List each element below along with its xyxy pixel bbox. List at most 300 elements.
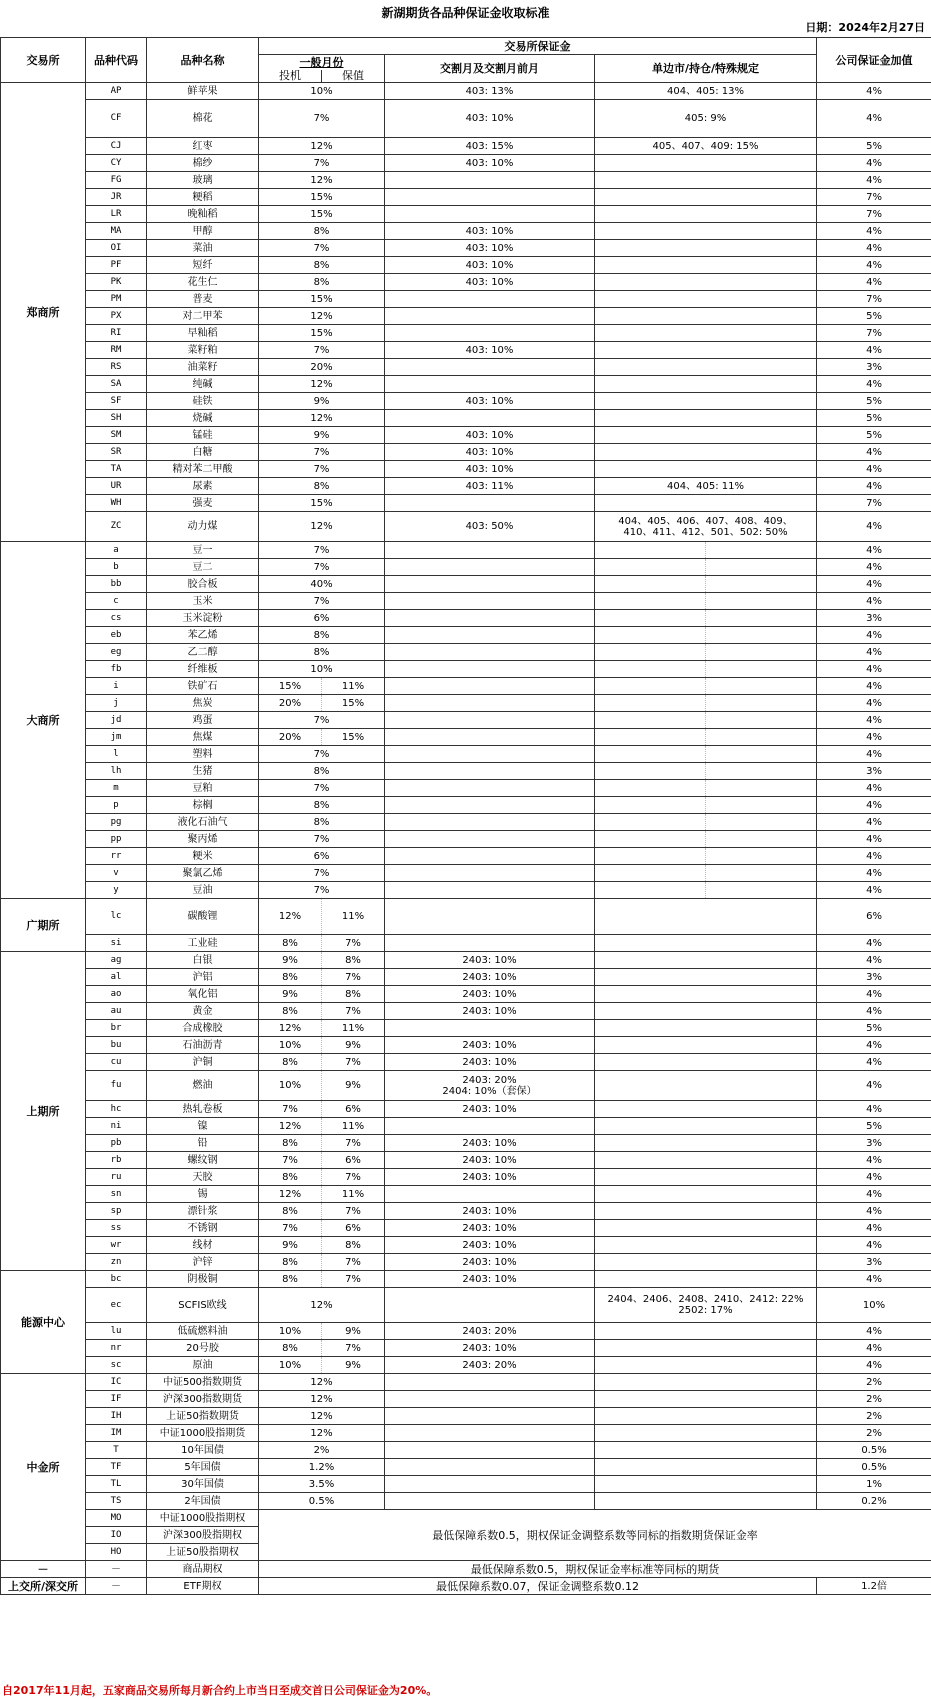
product-code: b (86, 559, 147, 576)
table-row (1, 325, 931, 342)
spec-margin: 8% (259, 1003, 322, 1020)
product-code: zn (86, 1254, 147, 1271)
general-month-margin: 10% (259, 83, 385, 100)
company-add-margin: 3% (817, 1135, 931, 1152)
special-rule (595, 1101, 817, 1118)
special-rule (595, 1391, 817, 1408)
product-name: 纯碱 (147, 376, 259, 393)
general-month-margin: 7% (259, 240, 385, 257)
table-row (1, 1003, 931, 1020)
company-add-margin: 5% (817, 308, 931, 325)
general-month-margin: 7% (259, 342, 385, 359)
table-row (1, 1459, 931, 1476)
general-month-margin: 9% (259, 393, 385, 410)
company-add-margin: 4% (817, 444, 931, 461)
special-rule (595, 1288, 817, 1323)
company-add-margin: 4% (817, 1037, 931, 1054)
spec-margin: 8% (259, 1203, 322, 1220)
product-code: hc (86, 1101, 147, 1118)
special-rule (595, 678, 706, 695)
delivery-margin (385, 495, 595, 512)
table-row (1, 427, 931, 444)
hedge-margin: 7% (322, 1135, 385, 1152)
table-row (1, 444, 931, 461)
delivery-margin (385, 695, 595, 712)
product-code: al (86, 969, 147, 986)
product-code: SR (86, 444, 147, 461)
product-code: RM (86, 342, 147, 359)
table-row (1, 1135, 931, 1152)
table-row (1, 986, 931, 1003)
special-rule-extra (706, 678, 817, 695)
hedge-margin: 15% (322, 695, 385, 712)
company-add-margin: 4% (817, 593, 931, 610)
general-month-margin: 12% (259, 1391, 385, 1408)
special-rule (595, 155, 817, 172)
general-month-margin: 7% (259, 559, 385, 576)
special-rule (595, 172, 817, 189)
company-add-margin: 4% (817, 1186, 931, 1203)
special-rule-extra (706, 814, 817, 831)
table-row (1, 512, 931, 542)
general-month-margin: 8% (259, 644, 385, 661)
special-rule (595, 427, 817, 444)
product-code: PK (86, 274, 147, 291)
product-code: TL (86, 1476, 147, 1493)
product-name: 沪深300指数期货 (147, 1391, 259, 1408)
product-name: 豆一 (147, 542, 259, 559)
spec-margin: 8% (259, 1135, 322, 1152)
delivery-margin (385, 763, 595, 780)
delivery-margin: 403: 15% (385, 138, 595, 155)
delivery-margin (385, 935, 595, 952)
company-add-margin: 0.5% (817, 1459, 931, 1476)
special-rule (595, 1271, 817, 1288)
special-rule (595, 831, 706, 848)
product-code: CF (86, 100, 147, 138)
table-row (1, 763, 931, 780)
delivery-margin: 2403: 10% (385, 1054, 595, 1071)
product-code: nr (86, 1340, 147, 1357)
delivery-margin (385, 172, 595, 189)
delivery-margin (385, 610, 595, 627)
special-rule (595, 644, 706, 661)
product-code: IM (86, 1425, 147, 1442)
delivery-margin (385, 1288, 595, 1323)
special-rule (595, 746, 706, 763)
product-name: 精对苯二甲酸 (147, 461, 259, 478)
product-name: 镍 (147, 1118, 259, 1135)
product-code: fu (86, 1071, 147, 1101)
product-name: 生猪 (147, 763, 259, 780)
special-rule (595, 359, 817, 376)
special-rule (595, 1169, 817, 1186)
special-rule-extra (706, 882, 817, 899)
company-add-margin: 4% (817, 712, 931, 729)
general-month-margin: 10% (259, 661, 385, 678)
company-add-margin: 4% (817, 274, 931, 291)
table-row (1, 100, 931, 138)
product-name: 原油 (147, 1357, 259, 1374)
special-rule-extra (706, 627, 817, 644)
table-row (1, 1391, 931, 1408)
special-rule (595, 1020, 817, 1037)
table-row (1, 1203, 931, 1220)
delivery-margin: 2403: 10% (385, 969, 595, 986)
company-add-margin: 4% (817, 1152, 931, 1169)
product-code: v (86, 865, 147, 882)
company-add-margin: 4% (817, 661, 931, 678)
company-add-margin: 4% (817, 478, 931, 495)
delivery-margin (385, 1391, 595, 1408)
delivery-margin: 403: 10% (385, 427, 595, 444)
table-row (1, 1186, 931, 1203)
company-add-margin: 4% (817, 257, 931, 274)
product-code: wr (86, 1237, 147, 1254)
special-rule (595, 627, 706, 644)
special-rule (595, 542, 706, 559)
table-row (1, 1476, 931, 1493)
table-row (1, 559, 931, 576)
delivery-margin: 403: 13% (385, 83, 595, 100)
product-name: 菜油 (147, 240, 259, 257)
product-name: 漂针浆 (147, 1203, 259, 1220)
date-label: 日期：2024年2月27日 (805, 21, 925, 34)
general-month-margin: 3.5% (259, 1476, 385, 1493)
general-month-margin: 7% (259, 444, 385, 461)
exchange-name: 中金所 (1, 1374, 86, 1561)
delivery-margin (385, 308, 595, 325)
general-month-margin: 8% (259, 763, 385, 780)
delivery-margin: 403: 10% (385, 240, 595, 257)
company-add-margin: 4% (817, 644, 931, 661)
product-name: 石油沥青 (147, 1037, 259, 1054)
product-name: 上证50股指期权 (147, 1544, 259, 1561)
product-name: 中证1000股指期权 (147, 1510, 259, 1527)
special-rule (595, 342, 817, 359)
table-row (1, 1254, 931, 1271)
company-add-margin: 3% (817, 969, 931, 986)
delivery-margin (385, 189, 595, 206)
hedge-margin: 6% (322, 1220, 385, 1237)
spec-margin: 10% (259, 1037, 322, 1054)
hedge-margin: 7% (322, 935, 385, 952)
table-row (1, 952, 931, 969)
special-rule (595, 695, 706, 712)
general-month-margin: 7% (259, 461, 385, 478)
special-rule (595, 593, 706, 610)
delivery-margin (385, 882, 595, 899)
product-name: 沪铝 (147, 969, 259, 986)
general-month-margin: 7% (259, 155, 385, 172)
special-rule (595, 1135, 817, 1152)
special-rule (595, 763, 706, 780)
product-code: eb (86, 627, 147, 644)
delivery-margin (385, 848, 595, 865)
delivery-margin (385, 899, 595, 935)
company-add-margin: 3% (817, 1254, 931, 1271)
company-add-margin: 4% (817, 223, 931, 240)
product-name: 普麦 (147, 291, 259, 308)
product-code: SF (86, 393, 147, 410)
margin-table (0, 37, 931, 1595)
company-add-margin: 4% (817, 1003, 931, 1020)
delivery-margin (385, 410, 595, 427)
product-name: ETF期权 (147, 1578, 259, 1595)
company-add-margin: 4% (817, 1237, 931, 1254)
product-code: － (86, 1578, 147, 1595)
product-code: ni (86, 1118, 147, 1135)
special-rule (595, 1152, 817, 1169)
delivery-margin (385, 644, 595, 661)
table-row (1, 1071, 931, 1101)
delivery-margin: 2403: 10% (385, 1169, 595, 1186)
product-code: cu (86, 1054, 147, 1071)
general-month-margin: 12% (259, 1425, 385, 1442)
general-month-margin: 7% (259, 100, 385, 138)
company-add-margin: 4% (817, 797, 931, 814)
delivery-margin: 403: 10% (385, 461, 595, 478)
delivery-margin: 2403: 10% (385, 1254, 595, 1271)
product-code: rb (86, 1152, 147, 1169)
delivery-margin (385, 729, 595, 746)
product-name: 聚丙烯 (147, 831, 259, 848)
delivery-margin: 2403: 10% (385, 1101, 595, 1118)
product-code: bc (86, 1271, 147, 1288)
general-month-margin: 6% (259, 848, 385, 865)
product-code: au (86, 1003, 147, 1020)
company-add-margin: 4% (817, 729, 931, 746)
hedge-margin: 9% (322, 1323, 385, 1340)
delivery-margin: 403: 10% (385, 155, 595, 172)
special-rule (595, 376, 817, 393)
general-month-margin: 15% (259, 189, 385, 206)
exchange-name: 大商所 (1, 542, 86, 899)
spec-margin: 9% (259, 1237, 322, 1254)
product-name: 聚氯乙烯 (147, 865, 259, 882)
product-name: 沪深300股指期权 (147, 1527, 259, 1544)
delivery-margin: 2403: 10% (385, 1203, 595, 1220)
company-add-margin: 4% (817, 576, 931, 593)
table-row (1, 461, 931, 478)
table-row (1, 935, 931, 952)
delivery-margin (385, 206, 595, 223)
special-rule (595, 1071, 817, 1101)
product-code: IO (86, 1527, 147, 1544)
special-rule-extra (706, 831, 817, 848)
company-add-margin: 2% (817, 1425, 931, 1442)
special-rule (595, 495, 817, 512)
table-row (1, 1237, 931, 1254)
product-code: p (86, 797, 147, 814)
company-add-margin: 4% (817, 1101, 931, 1118)
company-add-margin: 4% (817, 83, 931, 100)
header-exchange: 交易所 (1, 38, 86, 83)
table-row (1, 138, 931, 155)
table-row (1, 729, 931, 746)
delivery-margin: 403: 10% (385, 274, 595, 291)
general-month-margin: 1.2% (259, 1459, 385, 1476)
hedge-margin: 6% (322, 1101, 385, 1118)
special-rule (595, 206, 817, 223)
general-month-margin: 2% (259, 1442, 385, 1459)
product-code: PX (86, 308, 147, 325)
general-month-margin: 8% (259, 274, 385, 291)
delivery-margin (385, 1476, 595, 1493)
special-rule (595, 610, 706, 627)
special-rule (595, 325, 817, 342)
special-rule: 404、405: 11% (595, 478, 817, 495)
product-name: 沪铜 (147, 1054, 259, 1071)
special-rule (595, 189, 817, 206)
product-code: OI (86, 240, 147, 257)
special-rule (595, 1037, 817, 1054)
product-code: ao (86, 986, 147, 1003)
special-rule (595, 986, 817, 1003)
spec-margin: 7% (259, 1220, 322, 1237)
delivery-margin (385, 1186, 595, 1203)
company-add-margin: 4% (817, 986, 931, 1003)
spec-margin: 12% (259, 1186, 322, 1203)
spec-margin: 12% (259, 899, 322, 935)
special-rule (595, 1357, 817, 1374)
table-row (1, 410, 931, 427)
etf-options-note: 最低保障系数0.07，保证金调整系数0.12 (259, 1578, 817, 1595)
general-month-margin: 12% (259, 512, 385, 542)
product-name: 锰硅 (147, 427, 259, 444)
product-name: 线材 (147, 1237, 259, 1254)
product-code: pg (86, 814, 147, 831)
special-rule (595, 1442, 817, 1459)
product-name: 玻璃 (147, 172, 259, 189)
delivery-margin (385, 1408, 595, 1425)
product-code: MA (86, 223, 147, 240)
product-name: 乙二醇 (147, 644, 259, 661)
table-row (1, 83, 931, 100)
special-rule-extra (706, 797, 817, 814)
table-row (1, 257, 931, 274)
special-rule (595, 814, 706, 831)
product-name: 棉纱 (147, 155, 259, 172)
delivery-margin-line: 2404: 10%（套保） (442, 1085, 537, 1097)
product-code: y (86, 882, 147, 899)
product-name: 鸡蛋 (147, 712, 259, 729)
general-month-margin: 12% (259, 1374, 385, 1391)
product-code: SM (86, 427, 147, 444)
product-name: 螺纹钢 (147, 1152, 259, 1169)
product-code: RI (86, 325, 147, 342)
special-rule-line: 2502: 17% (678, 1305, 733, 1316)
special-rule (595, 952, 817, 969)
hedge-margin: 6% (322, 1152, 385, 1169)
hedge-margin: 9% (322, 1037, 385, 1054)
product-name: 沪锌 (147, 1254, 259, 1271)
special-rule-extra (706, 644, 817, 661)
hedge-margin: 7% (322, 969, 385, 986)
product-code: ZC (86, 512, 147, 542)
special-rule (595, 576, 706, 593)
product-code: ru (86, 1169, 147, 1186)
table-row (1, 780, 931, 797)
delivery-margin (385, 1459, 595, 1476)
product-name: 硅铁 (147, 393, 259, 410)
product-code: PM (86, 291, 147, 308)
general-month-margin: 8% (259, 478, 385, 495)
special-rule-extra (706, 865, 817, 882)
spec-margin: 20% (259, 695, 322, 712)
table-row (1, 1169, 931, 1186)
hedge-margin: 7% (322, 1254, 385, 1271)
special-rule (595, 1254, 817, 1271)
table-row (1, 1288, 931, 1323)
table-row (1, 831, 931, 848)
spec-margin: 8% (259, 1340, 322, 1357)
hedge-margin: 8% (322, 986, 385, 1003)
general-month-margin: 6% (259, 610, 385, 627)
company-add-margin: 4% (817, 461, 931, 478)
general-month-margin: 12% (259, 172, 385, 189)
product-code: TA (86, 461, 147, 478)
spec-margin: 8% (259, 1254, 322, 1271)
delivery-margin-line: 2403: 20% (462, 1074, 517, 1086)
company-add-margin: 4% (817, 1323, 931, 1340)
header-delivery: 交割月及交割月前月 (385, 55, 595, 83)
hedge-margin: 11% (322, 678, 385, 695)
table-row (1, 542, 931, 559)
spec-margin: 12% (259, 1020, 322, 1037)
company-add-margin: 4% (817, 1054, 931, 1071)
table-row (1, 969, 931, 986)
company-add-margin: 4% (817, 780, 931, 797)
company-add-margin: 1.2倍 (817, 1578, 931, 1595)
delivery-margin: 2403: 10% (385, 1152, 595, 1169)
product-code: TS (86, 1493, 147, 1510)
delivery-margin (385, 678, 595, 695)
company-add-margin: 4% (817, 512, 931, 542)
product-name: 锡 (147, 1186, 259, 1203)
table-row (1, 206, 931, 223)
header-spec: 投机 (259, 70, 322, 83)
product-name: 花生仁 (147, 274, 259, 291)
special-rule (595, 1408, 817, 1425)
general-month-margin: 12% (259, 308, 385, 325)
product-name: 中证500指数期货 (147, 1374, 259, 1391)
table-row (1, 478, 931, 495)
delivery-margin: 403: 10% (385, 393, 595, 410)
product-name: 2年国债 (147, 1493, 259, 1510)
company-add-margin: 5% (817, 138, 931, 155)
special-rule-extra (706, 593, 817, 610)
product-code: SH (86, 410, 147, 427)
product-name: 豆油 (147, 882, 259, 899)
product-code: i (86, 678, 147, 695)
special-rule (595, 274, 817, 291)
delivery-margin: 2403: 10% (385, 1271, 595, 1288)
special-rule (595, 1203, 817, 1220)
general-month-margin: 12% (259, 1288, 385, 1323)
delivery-margin (385, 1118, 595, 1135)
delivery-margin: 2403: 10% (385, 1220, 595, 1237)
special-rule-extra (706, 661, 817, 678)
special-rule (595, 1323, 817, 1340)
company-add-margin: 4% (817, 559, 931, 576)
product-name: 油菜籽 (147, 359, 259, 376)
delivery-margin (385, 376, 595, 393)
delivery-margin (385, 814, 595, 831)
product-name: 强麦 (147, 495, 259, 512)
company-add-margin: 4% (817, 695, 931, 712)
product-code: FG (86, 172, 147, 189)
